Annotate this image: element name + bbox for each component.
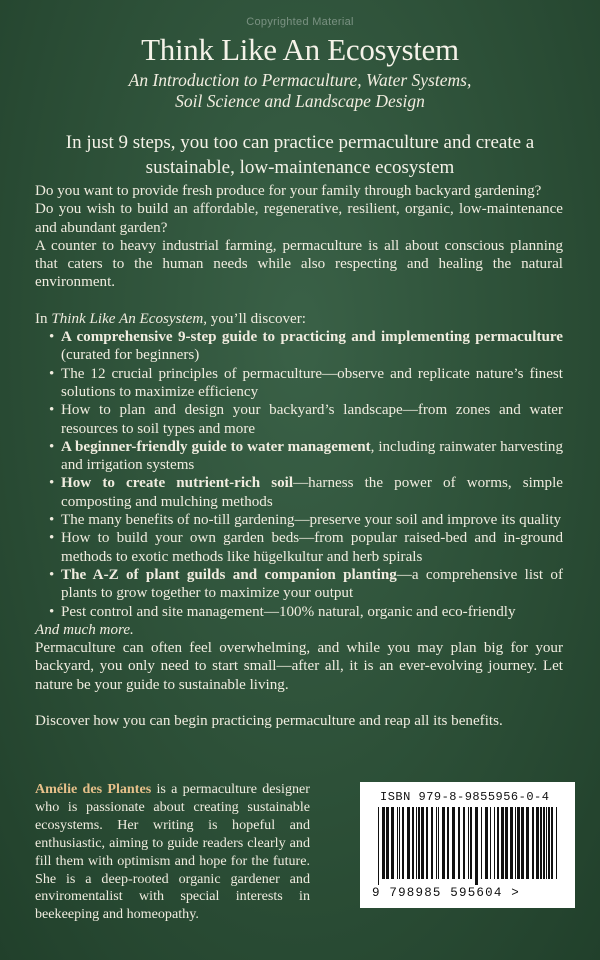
intro-question-2: Do you wish to build an affordable, regenerative, resilient, organic, low-maintenance and abundant garden? [35,201,563,236]
feature-item: • How to plan and design your backyard’s landscape—from zones and water resources to soil types and more [47,401,563,438]
feature-item: • The many benefits of no-till gardening—preserve your soil and improve its quality [47,511,563,529]
subtitle-line-2: Soil Science and Landscape Design [175,91,425,111]
author-bio [35,781,310,924]
tagline: In just 9 steps, you too can practice permaculture and create a sustainable, low-maintenance ecosystem [65,132,535,178]
intro-paragraph: A counter to heavy industrial farming, permaculture is all about conscious planning that caters to the human needs while also respecting and healing the natural environment. [35,237,563,291]
feature-item: • A beginner-friendly guide to water management, including rainwater harvesting and irrigation systems [47,438,563,475]
blurb [35,182,563,730]
isbn-barcode [360,782,575,908]
author-bio-text: is a permaculture designer who is passionate about creating sustainable ecosystems. Her writing is hopeful and enthusiastic, aiming to guide readers clearly and fill them with optimism and hope for the future. She is a deep-rooted organic gardener and enviromentalist with special interests in beekeeping and homeopathy. [35,781,311,923]
book-title: Think Like An Ecosystem [141,32,459,67]
barcode-digits: 9 798985 595604 > [372,886,520,900]
feature-list [35,328,563,621]
feature-item: • How to build your own garden beds—from popular raised-bed and in-ground methods to exotic methods like hügelkultur and herb spirals [47,529,563,566]
feature-item: • A comprehensive 9-step guide to practicing and implementing permaculture (curated for beginners) [47,328,563,365]
watermark: Copyrighted Material [246,16,354,28]
intro-question-1: Do you want to provide fresh produce for your family through backyard gardening? [35,183,542,199]
isbn-label: ISBN 979-8-9855956-0-4 [380,790,550,804]
barcode-bars [372,807,565,885]
closing-paragraph: Permaculture can often feel overwhelming, and while you may plan big for your backyard, you only need to start small—after all, it is an ever-evolving journey. Let nature be your guide to sustainable living. [35,640,563,693]
feature-item: • The 12 crucial principles of permaculture—observe and replicate nature’s finest solutions to maximize efficiency [47,365,563,402]
author-name: Amélie des Plantes [35,781,152,797]
feature-item: • How to create nutrient-rich soil—harness the power of worms, simple composting and mulching methods [47,474,563,511]
book-subtitle [0,70,600,112]
subtitle-line-1: An Introduction to Permaculture, Water Systems, [128,70,472,90]
and-more: And much more. [35,621,134,638]
discover-intro: In Think Like An Ecosystem, you’ll discover: [35,310,306,327]
book-title-inline: Think Like An Ecosystem [51,310,204,327]
feature-item: • Pest control and site management—100% natural, organic and eco-friendly [47,603,563,621]
feature-item: • The A-Z of plant guilds and companion planting—a comprehensive list of plants to grow together to maximize your output [47,566,563,603]
final-paragraph: Discover how you can begin practicing permaculture and reap all its benefits. [35,713,503,730]
